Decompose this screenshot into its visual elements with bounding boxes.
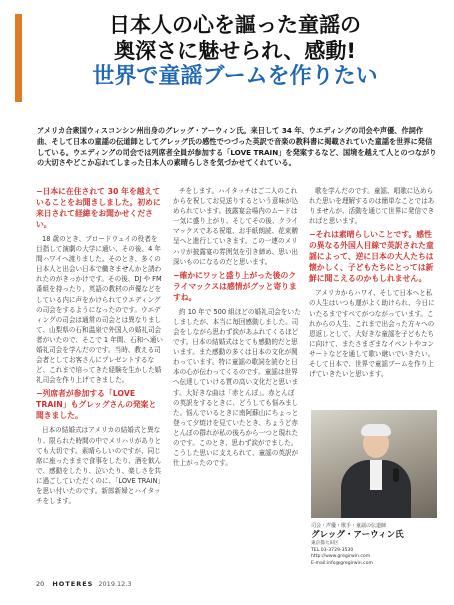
caption-url: http://www.gregirwin.com xyxy=(311,554,371,559)
caption-name: グレッグ・アーウィン氏 xyxy=(311,530,404,540)
photo-caption xyxy=(311,523,437,567)
column-3 xyxy=(309,186,437,382)
question-heading: −それは素晴らしいことです。感性の異なる外国人目線で英訳された童謡によって、逆に日本の大人たちは懐かしく、子どもたちにとっては新鮮に聞こえるのかもしれません。 xyxy=(309,230,434,284)
column-1 xyxy=(36,186,164,509)
title-line-1: 日本人の心を謳った童謡の xyxy=(109,13,361,37)
question-heading: −確かにワッと盛り上がった後のクライマックスは感情がグッと寄りますね。 xyxy=(173,270,297,302)
caption-address: 東京都大田区 xyxy=(311,541,339,546)
caption-email: E-mail:info@gregirwin.com xyxy=(311,560,373,566)
lead-paragraph: アメリカ合衆国ウィスコンシン州出身のグレッグ・アーウィン氏。来日して 34 年、ウエディングの司会や声優、作詞作曲、そして日本の童謡の伝道師としてグレッグ氏の感性でつづった英訳で音楽の教科書に掲載されていた童謡を世界に発信している。ウエディングの司会では列席者全員が参加する「LOVE TRAIN」を発案するなど、国境を越えて人とのつながりの大切さやどこか忘れてしまった日本人の素晴らしさを気づかせてくれている。 xyxy=(37,126,437,168)
body-paragraph: 約 10 年で 500 組ほどの婚礼司会をいたしましたが、本当に毎回感動しました。司会をしながら思わず涙があふれてくるほどです。日本の結婚式はとても感動的だと思います。また感動の多くは日本の文化が関わっています。特に童謡の歌詞を読むと日本の心が伝わってくるのです。童謡は世界へ伝達していける質の高い文化だと思います。大好きな曲は「赤とんぼ」。赤とんぼの英訳をするときに、どうしても悩みました。悩んでいるときに南阿蘇山にちょっと登って夕焼けを見ていたとき、ちょうど赤とんぼの群れが私の後ろから一つと現れたのです。このとき、思わず涙がでました。こうした思いに支えられて、童謡の英訳が仕上がったのです。 xyxy=(173,307,301,468)
portrait-photo xyxy=(311,410,437,518)
body-paragraph: 18 歳のとき、ブロードウェイの役者を目指して演劇の大学に通い、その後、4 年間ハワイへ渡りました。そのとき、多くの日本人と出会い日本で働きませんかと誘われたのがきっかけです。その後、DJ や FM 番組を持ったり、英語の教材の声優などをしている内に声をかけられてウエディングの司会をするようになったのです。ウエディングの司会は通常の司会とは異なりまして、山梨県の石和温泉で外国人の婚礼司会者がいたので、そこで 1 年間、石和へ通い婚礼司会を学んだのです。当時、教える司会者としてお客さんにプレゼントするなど、これまで培ってきた経験を生かした婚礼司会を作り上げてきました。 xyxy=(36,235,163,385)
page-footer xyxy=(36,580,132,588)
issue-date: 2019.12.3 xyxy=(98,580,132,588)
page-number: 20 xyxy=(36,580,45,588)
article-title xyxy=(30,12,440,90)
title-line-3: 世界で童謡ブームを作りたい xyxy=(92,64,378,89)
title-line-2: 奥深さに魅せられ、感動! xyxy=(114,39,356,63)
caption-role: 司会・声優・歌手・童謡の伝道師 xyxy=(311,523,387,529)
question-heading: −日本に在住されて 30 年を越えていることをお聞きしました。初めに来日されて経緯をお聞かせください。 xyxy=(36,187,161,229)
question-heading: −列席者が参加する「LOVE TRAIN」もグレッグさんの発案と聞きました。 xyxy=(36,389,157,421)
body-paragraph: チをします。ハイタッチはご二人のこれからを祝してお見送りするという意味が込められています。披露宴会場内のムードは一気に盛り上がり、そしてその後、クライマックスである祝電、お手紙朗読、花束贈呈へと進行していきます。この一連のメリハリが披露宴の雰囲気を引き締め、思い出深いものになるのだと思います。 xyxy=(173,187,299,266)
magazine-name: HOTERES xyxy=(52,580,94,588)
caption-tel: TEL.03-3729-3530 xyxy=(311,547,354,553)
microphone-icon xyxy=(393,468,399,482)
body-paragraph: 歌を学んだのです。童謡、唱歌に込められた思いを理解するのは簡単なことではありませんが、活動を通じて世界に発信できればと思います。 xyxy=(309,187,435,226)
accent-bar xyxy=(15,14,22,102)
body-paragraph: アメリカからハワイ、そして日本へと私の人生はいつも運がよく助けられ、今日にいたるまですべてがつながっています。これからの人生、これまで出会った方々への恩返しとして、大好きな童謡を子どもたちに向けて、またさまざまなイベントやコンサートなどを通して歌い継いでいきたい。そして日本で、世界で童謡ブームを作り上げていきたいと思います。 xyxy=(309,289,435,379)
column-2 xyxy=(173,186,301,471)
body-paragraph: 日本の結婚式はアメリカの結婚式と異なり、限られた時間の中でメリハリがありとても大切です。素晴らしいのですが、同じ席に座ったままで食事をしたり、酒を飲んで、感動をしたり、泣いたり、楽しさを共に過ごしていただくのに、「LOVE TRAIN」を思い付いたのです。新郎新婦とハイタッチをします。 xyxy=(36,426,165,506)
